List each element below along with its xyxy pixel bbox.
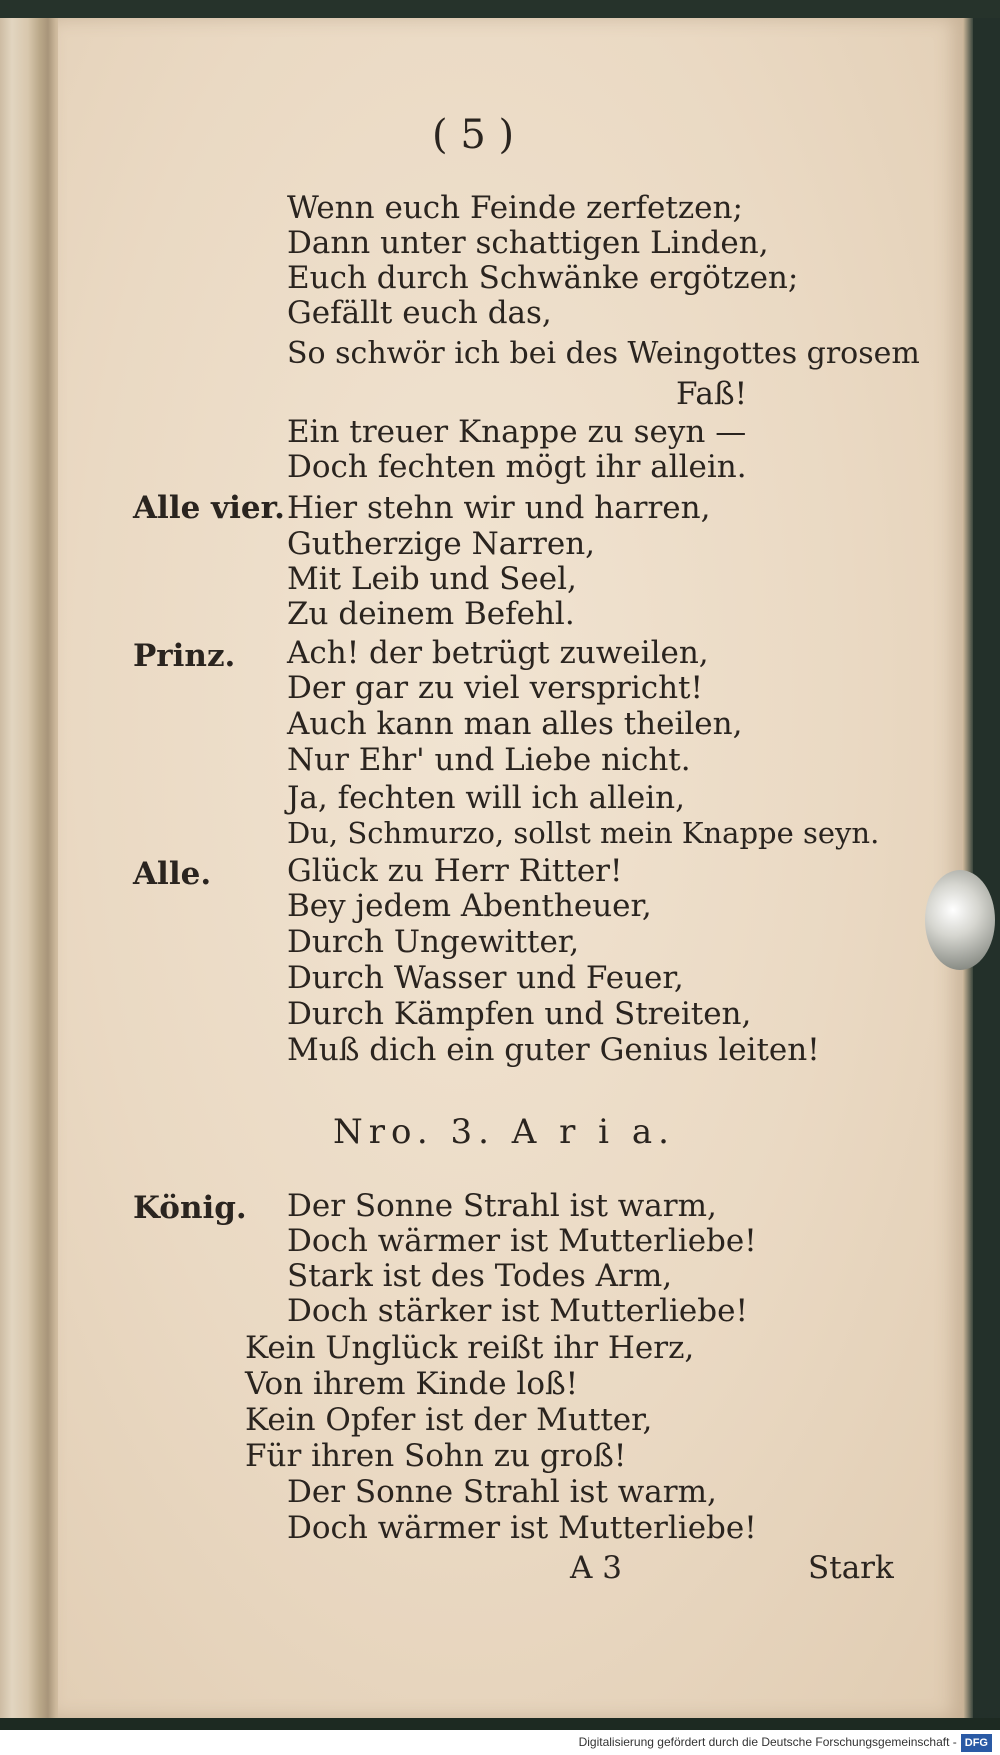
page-number: ( 5 )	[432, 112, 515, 158]
scan-border-top	[0, 0, 1000, 18]
verse-line: Wenn euch Feinde zerfetzen;	[287, 190, 743, 226]
verse-line: Muß dich ein guter Genius leiten!	[287, 1032, 820, 1068]
verse-line: Durch Wasser und Feuer,	[287, 960, 684, 996]
verse-line: Hier stehn wir und harren,	[287, 490, 711, 526]
aria-line: Doch wärmer ist Mutterliebe!	[287, 1223, 757, 1259]
speaker-label: Alle vier.	[133, 490, 285, 526]
aria-line: Kein Opfer ist der Mutter,	[245, 1402, 653, 1438]
verse-line: Durch Ungewitter,	[287, 924, 580, 960]
aria-line: Kein Unglück reißt ihr Herz,	[245, 1330, 695, 1366]
verse-line: Ein treuer Knappe zu seyn —	[287, 414, 747, 450]
verse-line: Euch durch Schwänke ergötzen;	[287, 260, 799, 296]
aria-line: Doch stärker ist Mutterliebe!	[287, 1293, 748, 1329]
verse-line: Dann unter schattigen Linden,	[287, 225, 769, 261]
verse-line: Nur Ehr' und Liebe nicht.	[287, 742, 691, 778]
digitization-footer	[0, 1730, 1000, 1755]
verse-line: Mit Leib und Seel,	[287, 561, 577, 597]
speaker-label: König.	[133, 1190, 247, 1226]
verse-line: Glück zu Herr Ritter!	[287, 853, 623, 889]
speaker-label: Alle.	[133, 856, 212, 892]
verse-line: Auch kann man alles theilen,	[287, 706, 743, 742]
page-edge	[963, 18, 973, 1718]
verse-line: Durch Kämpfen und Streiten,	[287, 996, 752, 1032]
section-heading: Nro. 3. A r i a.	[333, 1112, 675, 1152]
page-clip	[925, 870, 995, 970]
dfg-logo: DFG	[961, 1734, 992, 1752]
aria-line: Der Sonne Strahl ist warm,	[287, 1188, 717, 1224]
signature-mark: A 3	[570, 1550, 622, 1586]
verse-line: Ja, fechten will ich allein,	[287, 780, 686, 816]
aria-line: Von ihrem Kinde loß!	[245, 1366, 579, 1402]
verse-line: Ach! der betrügt zuweilen,	[287, 635, 709, 671]
verse-line: Gefällt euch das,	[287, 295, 552, 331]
verse-line: Bey jedem Abentheuer,	[287, 888, 652, 924]
aria-line: Für ihren Sohn zu groß!	[245, 1438, 627, 1474]
aria-line: Doch wärmer ist Mutterliebe!	[287, 1510, 757, 1546]
speaker-label: Prinz.	[133, 638, 236, 674]
verse-line: Du, Schmurzo, sollst mein Knappe seyn.	[287, 816, 880, 850]
footer-text: Digitalisierung gefördert durch die Deutsche Forschungsgemeinschaft -	[578, 1735, 957, 1749]
scan-border-right	[973, 18, 1000, 1718]
catchword: Stark	[808, 1550, 894, 1586]
verse-line: So schwör ich bei des Weingottes grosem	[287, 336, 920, 371]
verse-line: Zu deinem Befehl.	[287, 596, 575, 632]
aria-line: Der Sonne Strahl ist warm,	[287, 1474, 717, 1510]
verse-line: Doch fechten mögt ihr allein.	[287, 449, 747, 485]
verse-line: Gutherzige Narren,	[287, 526, 596, 562]
verse-line: Faß!	[676, 376, 748, 412]
verse-line: Der gar zu viel verspricht!	[287, 670, 703, 706]
aria-line: Stark ist des Todes Arm,	[287, 1258, 673, 1294]
